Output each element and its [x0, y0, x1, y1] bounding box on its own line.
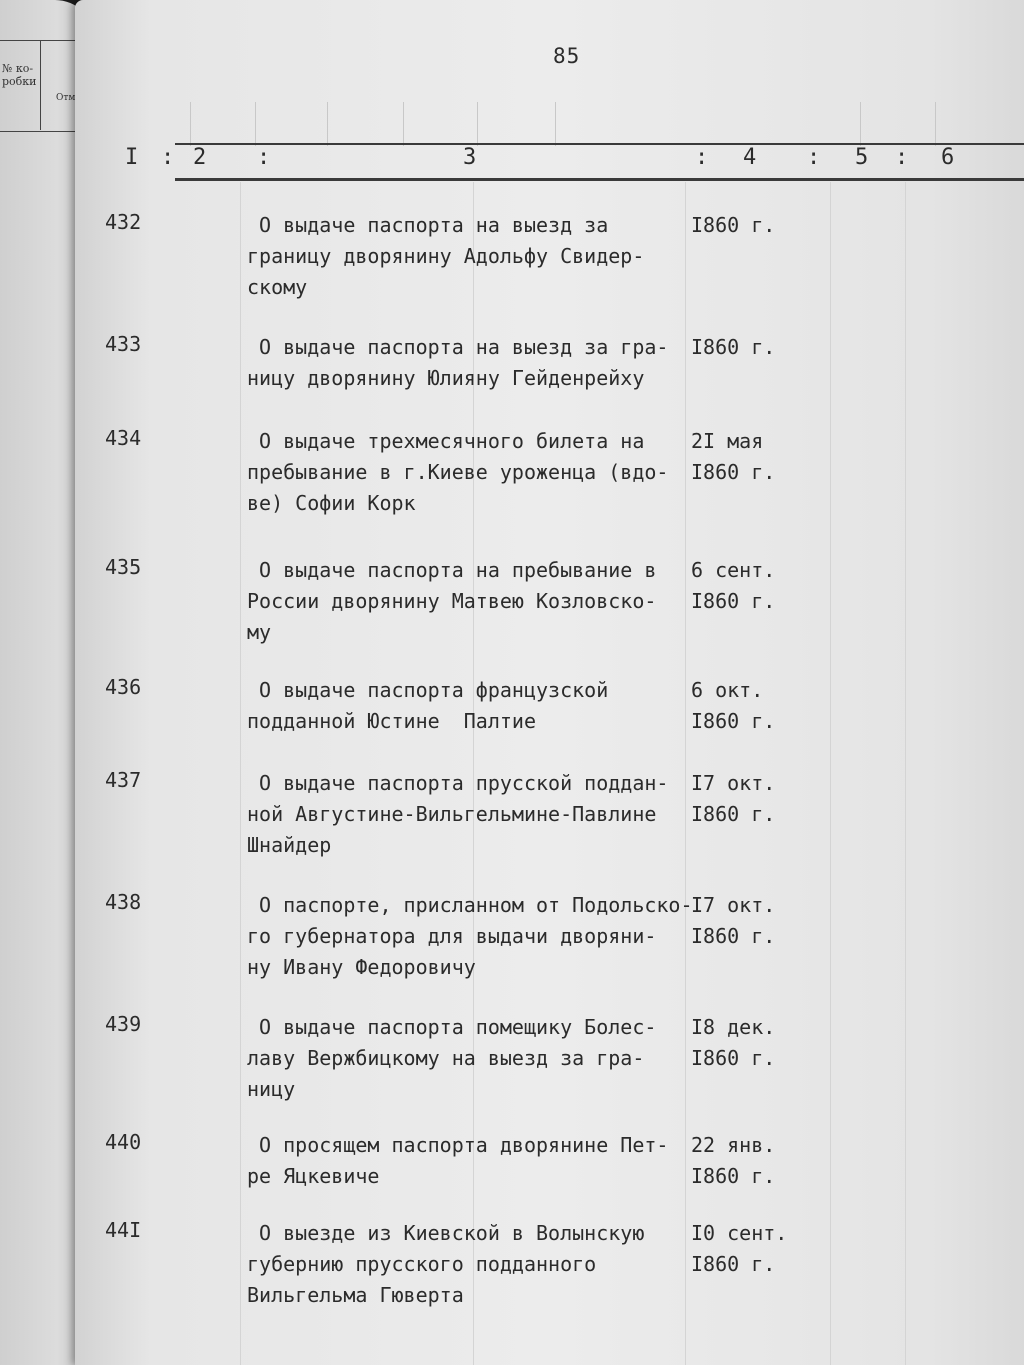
record-number: 433 — [105, 332, 142, 356]
column-separator: : — [807, 145, 821, 170]
faint-divider — [327, 102, 328, 146]
column-separator: : — [161, 145, 175, 170]
column-guide — [240, 182, 241, 1365]
faint-divider — [555, 102, 556, 146]
column-number-1: I — [125, 145, 139, 170]
record-title: О выдаче паспорта помещику Болес- лаву Вержбицкому на выезд за гра- ницу — [247, 1015, 657, 1101]
column-number-4: 4 — [743, 145, 757, 170]
faint-divider — [190, 102, 191, 146]
record-title: О выдаче паспорта на выезд за границу дворянину Адольфу Свидер- скому — [247, 213, 645, 299]
column-number-3: 3 — [463, 145, 477, 170]
record-date: 6 окт. I860 г. — [691, 678, 776, 733]
record-number: 432 — [105, 210, 142, 234]
record-number: 440 — [105, 1130, 142, 1154]
record-title: О выдаче паспорта французской подданной Юстине Палтие — [247, 678, 609, 733]
faint-divider — [860, 102, 861, 146]
record-title: О выдаче паспорта на пребывание в России дворянину Матвею Козловско- му — [247, 558, 657, 644]
record-title: О выдаче паспорта на выезд за гра- ницу дворянину Юлияну Гейденрейху — [247, 335, 669, 390]
column-separator: : — [257, 145, 271, 170]
record-title: О паспорте, присланном от Подольско- го губернатора для выдачи дворяни- ну Ивану Федоровичу — [247, 893, 693, 979]
column-guide — [905, 182, 906, 1365]
prev-col-divider — [40, 40, 41, 130]
record-title: О выдаче паспорта прусской поддан- ной Августине-Вильгельмине-Павлине Шнайдер — [247, 771, 669, 857]
record-number: 44I — [105, 1218, 142, 1242]
record-title: О выезде из Киевской в Волынскую губернию прусского подданного Вильгельма Гюверта — [247, 1221, 645, 1307]
header-rule-bottom — [175, 178, 1024, 181]
column-number-5: 5 — [855, 145, 869, 170]
column-separator: : — [695, 145, 709, 170]
record-date: 2I мая I860 г. — [691, 429, 776, 484]
faint-divider — [935, 102, 936, 146]
record-date: I7 окт. I860 г. — [691, 893, 776, 948]
record-date: 6 сент. I860 г. — [691, 558, 776, 613]
record-date: I7 окт. I860 г. — [691, 771, 776, 826]
record-number: 436 — [105, 675, 142, 699]
record-number: 435 — [105, 555, 142, 579]
column-guide — [685, 182, 686, 1365]
record-title: О выдаче трехмесячного билета на пребывание в г.Киеве уроженца (вдо- ве) Софии Корк — [247, 429, 669, 515]
record-title: О просящем паспорта дворянине Пет- ре Яцкевиче — [247, 1133, 669, 1188]
column-number-2: 2 — [193, 145, 207, 170]
faint-divider — [477, 102, 478, 146]
prev-header-box-no: № ко- робки — [2, 62, 37, 88]
column-guide — [830, 182, 831, 1365]
record-date: I8 дек. I860 г. — [691, 1015, 776, 1070]
record-date: I0 сент. I860 г. — [691, 1221, 788, 1276]
column-number-6: 6 — [941, 145, 955, 170]
record-date: I860 г. — [691, 335, 776, 359]
record-date: 22 янв. I860 г. — [691, 1133, 776, 1188]
record-number: 438 — [105, 890, 142, 914]
document-page — [75, 0, 1024, 1365]
faint-column-headers — [105, 102, 1024, 146]
record-number: 437 — [105, 768, 142, 792]
record-number: 439 — [105, 1012, 142, 1036]
column-separator: : — [895, 145, 909, 170]
faint-divider — [255, 102, 256, 146]
faint-divider — [403, 102, 404, 146]
record-number: 434 — [105, 426, 142, 450]
record-date: I860 г. — [691, 213, 776, 237]
prev-header-next: Отм — [56, 93, 76, 103]
page-number: 85 — [553, 44, 581, 68]
